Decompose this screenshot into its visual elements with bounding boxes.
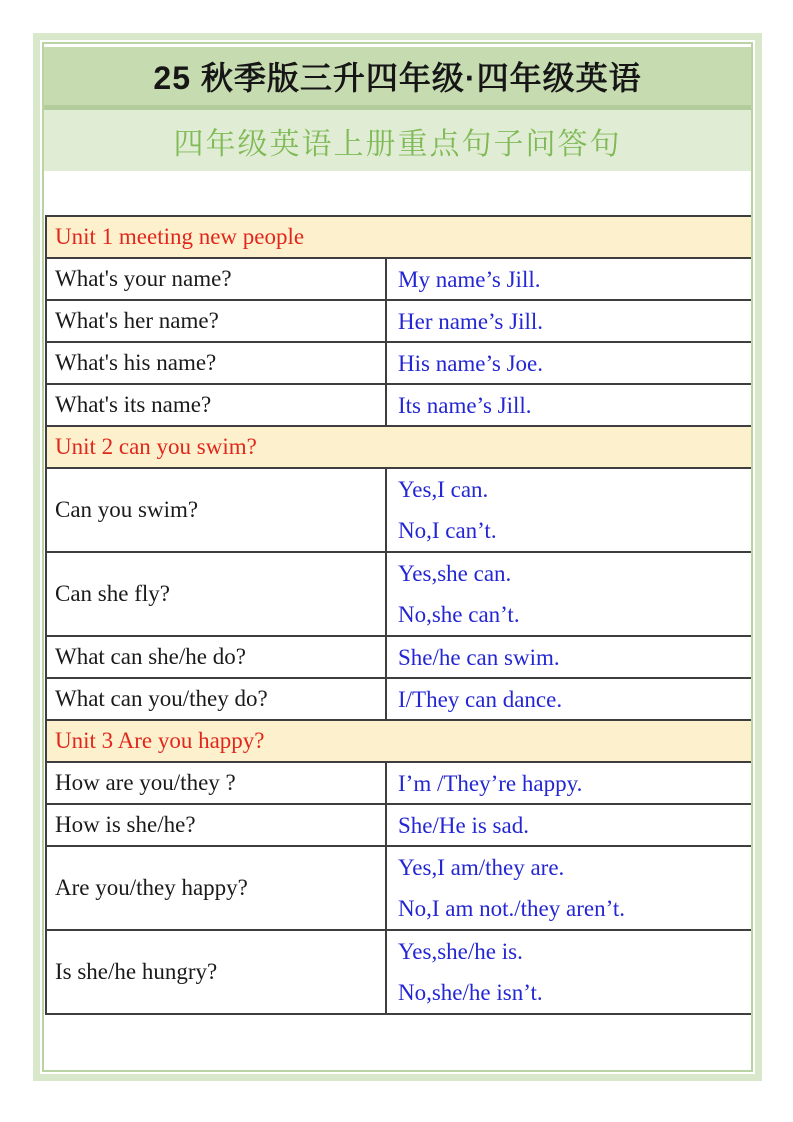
page-content bbox=[44, 44, 751, 1070]
answer-line: No,she can’t. bbox=[398, 602, 520, 627]
answer-cell bbox=[387, 469, 751, 551]
table-row bbox=[47, 763, 751, 805]
answer-cell bbox=[387, 763, 751, 803]
answer-line: Her name’s Jill. bbox=[398, 308, 543, 334]
unit-title: Unit 1 meeting new people bbox=[55, 224, 305, 249]
answer-line: His name’s Joe. bbox=[398, 350, 544, 376]
question-cell: What's your name? bbox=[47, 259, 387, 299]
answer-line: She/He is sad. bbox=[398, 812, 529, 838]
page-title: 25 秋季版三升四年级·四年级英语 bbox=[153, 60, 642, 96]
answer-line: No,I can’t. bbox=[398, 518, 497, 543]
table-row bbox=[47, 931, 751, 1015]
question-cell: Are you/they happy? bbox=[47, 847, 387, 929]
answer-cell bbox=[387, 847, 751, 929]
answer-line: I’m /They’re happy. bbox=[398, 770, 583, 796]
page-subtitle: 四年级英语上册重点句子问答句 bbox=[173, 127, 622, 161]
question-cell: Is she/he hungry? bbox=[47, 931, 387, 1013]
answer-line: My name’s Jill. bbox=[398, 266, 541, 292]
answer-cell bbox=[387, 385, 751, 425]
question-cell: What's its name? bbox=[47, 385, 387, 425]
answer-cell bbox=[387, 637, 751, 677]
table-row bbox=[47, 847, 751, 931]
answer-cell bbox=[387, 259, 751, 299]
page-frame bbox=[33, 33, 762, 1081]
table-row bbox=[47, 301, 751, 343]
answer-line: Its name’s Jill. bbox=[398, 392, 532, 418]
unit-header-row bbox=[47, 721, 751, 763]
frame-green-line bbox=[42, 42, 753, 1072]
table-row bbox=[47, 679, 751, 721]
question-cell: How are you/they ? bbox=[47, 763, 387, 803]
table-row bbox=[47, 343, 751, 385]
answer-cell bbox=[387, 805, 751, 845]
answer-line: No,I am not./they aren’t. bbox=[398, 896, 625, 921]
answer-cell bbox=[387, 301, 751, 341]
answer-line: She/he can swim. bbox=[398, 644, 560, 670]
answer-cell bbox=[387, 343, 751, 383]
title-banner bbox=[44, 47, 751, 105]
answer-line: Yes,she/he is. bbox=[398, 939, 523, 964]
question-cell: How is she/he? bbox=[47, 805, 387, 845]
question-cell: Can you swim? bbox=[47, 469, 387, 551]
question-cell: What can she/he do? bbox=[47, 637, 387, 677]
question-cell: What can you/they do? bbox=[47, 679, 387, 719]
answer-line: Yes,she can. bbox=[398, 561, 512, 586]
answer-line: I/They can dance. bbox=[398, 686, 563, 712]
frame-white-line bbox=[40, 40, 755, 1074]
subtitle-banner bbox=[44, 110, 751, 171]
table-row bbox=[47, 553, 751, 637]
unit-title: Unit 2 can you swim? bbox=[55, 434, 257, 459]
unit-header-row bbox=[47, 217, 751, 259]
answer-line: Yes,I can. bbox=[398, 477, 489, 502]
spacer bbox=[44, 171, 751, 215]
table-row bbox=[47, 637, 751, 679]
unit-header-row bbox=[47, 427, 751, 469]
table-row bbox=[47, 805, 751, 847]
answer-cell bbox=[387, 679, 751, 719]
qa-table bbox=[45, 215, 751, 1015]
answer-cell bbox=[387, 553, 751, 635]
question-cell: What's her name? bbox=[47, 301, 387, 341]
table-row bbox=[47, 469, 751, 553]
question-cell: What's his name? bbox=[47, 343, 387, 383]
question-cell: Can she fly? bbox=[47, 553, 387, 635]
answer-line: No,she/he isn’t. bbox=[398, 980, 543, 1005]
answer-line: Yes,I am/they are. bbox=[398, 855, 565, 880]
table-row bbox=[47, 259, 751, 301]
unit-title: Unit 3 Are you happy? bbox=[55, 728, 265, 753]
answer-cell bbox=[387, 931, 751, 1013]
table-row bbox=[47, 385, 751, 427]
